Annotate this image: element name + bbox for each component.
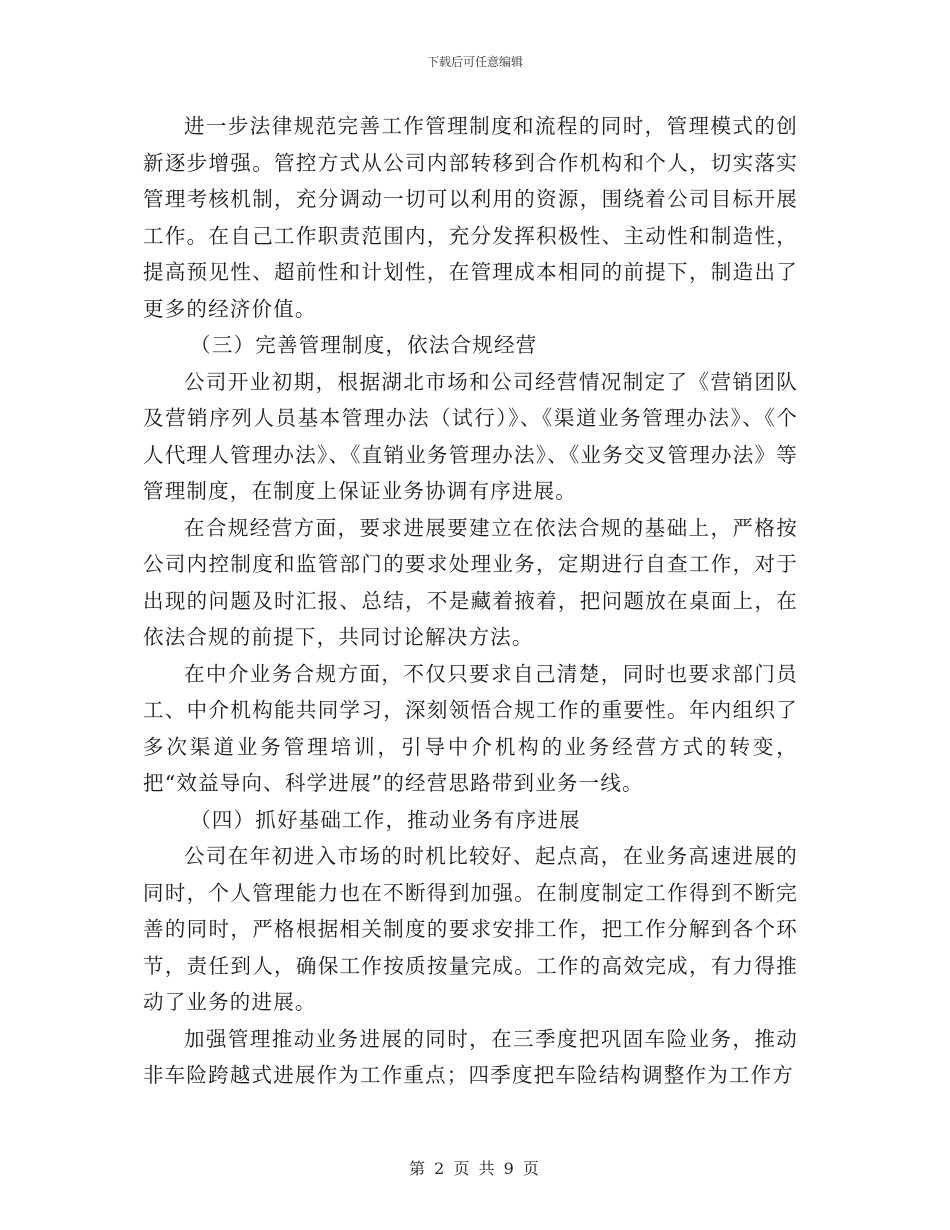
- paragraph-2: 公司开业初期，根据湖北市场和公司经营情况制定了《营销团队及营销序列人员基本管理办法（试行）》、《渠道业务管理办法》、《个人代理人管理办法》、《直销业务管理办法》、《业务交叉管理办法》等管理制度，在制度上保证业务协调有序进展。: [143, 369, 798, 503]
- paragraph-4: 在中介业务合规方面，不仅只要求自己清楚，同时也要求部门员工、中介机构能共同学习，深刻领悟合规工作的重要性。年内组织了多次渠道业务管理培训，引导中介机构的业务经营方式的转变，把“效益导向、科学进展”的经营思路带到业务一线。: [143, 661, 798, 795]
- paragraph-1: 进一步法律规范完善工作管理制度和流程的同时，管理模式的创新逐步增强。管控方式从公司内部转移到合作机构和个人，切实落实管理考核机制，充分调动一切可以利用的资源，围绕着公司目标开展工作。在自己工作职责范围内，充分发挥积极性、主动性和制造性，提高预见性、超前性和计划性，在管理成本相同的前提下，制造出了更多的经济价值。: [143, 114, 798, 321]
- paragraph-3: 在合规经营方面，要求进展要建立在依法合规的基础上，严格按公司内控制度和监管部门的要求处理业务，定期进行自查工作，对于出现的问题及时汇报、总结，不是藏着掖着，把问题放在桌面上，在依法合规的前提下，共同讨论解决方法。: [143, 515, 798, 649]
- paragraph-5: 公司在年初进入市场的时机比较好、起点高，在业务高速进展的同时，个人管理能力也在不断得到加强。在制度制定工作得到不断完善的同时，严格根据相关制度的要求安排工作，把工作分解到各个环节，责任到人，确保工作按质按量完成。工作的高效完成，有力得推动了业务的进展。: [143, 844, 798, 1014]
- section-heading-3: （三）完善管理制度，依法合规经营: [190, 333, 538, 357]
- section-heading-4: （四）抓好基础工作，推动业务有序进展: [190, 807, 581, 832]
- document-body: [143, 108, 798, 1094]
- paragraph-6: 加强管理推动业务进展的同时，在三季度把巩固车险业务，推动非车险跨越式进展作为工作重点；四季度把车险结构调整作为工作方: [143, 1026, 798, 1087]
- page-footer: 第 2 页 共 9 页: [409, 1159, 541, 1178]
- page-header: 下载后可任意编辑: [426, 55, 523, 69]
